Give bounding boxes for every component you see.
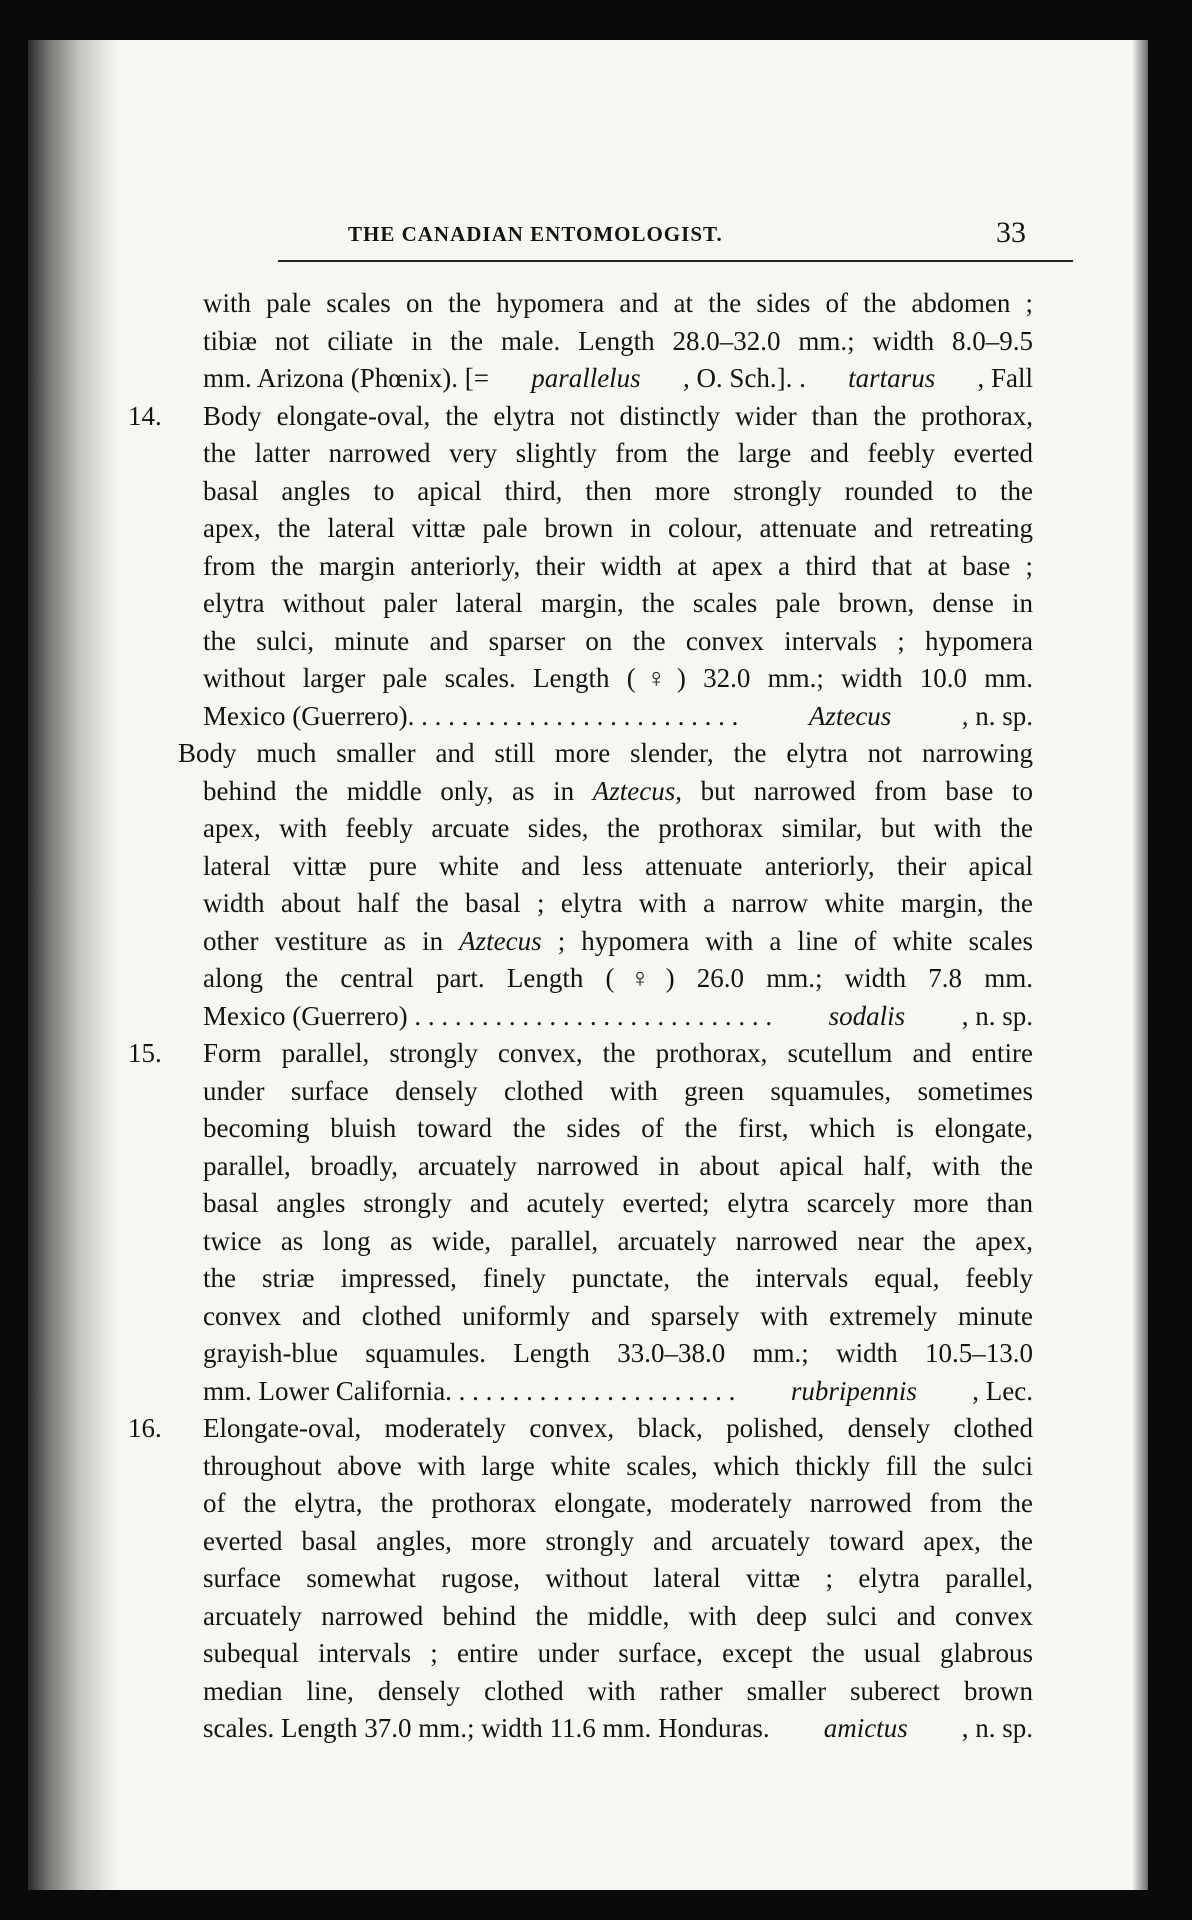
line-text: Body much smaller and still more slender, the elytra not narrowing (178, 738, 1033, 768)
text-line (128, 435, 1033, 473)
couplet-number: 15. (128, 1038, 162, 1068)
line-text: behind the middle only, as in Aztecus, but narrowed from base to (203, 775, 1033, 806)
running-title: THE CANADIAN ENTOMOLOGIST. (348, 222, 723, 246)
line-text: basal angles strongly and acutely everted; elytra scarcely more than (203, 1188, 1033, 1218)
text-line (128, 323, 1033, 361)
text-line (128, 1223, 1033, 1261)
text-line (128, 1110, 1033, 1148)
text-line (128, 1373, 1033, 1411)
line-text: the latter narrowed very slightly from the large and feebly everted (203, 438, 1033, 468)
line-text: twice as long as wide, parallel, arcuately narrowed near the apex, (203, 1225, 1033, 1256)
text-line (128, 960, 1033, 998)
line-text: lateral vittæ pure white and less attenuate anteriorly, their apical (203, 850, 1033, 881)
line-text: Elongate-oval, moderately convex, black, polished, densely clothed (203, 1413, 1033, 1443)
text-line (128, 1560, 1033, 1598)
text-line (128, 1298, 1033, 1336)
line-text: scales. Length 37.0 mm.; width 11.6 mm. Honduras. amictus , n. sp. (203, 1713, 1033, 1743)
line-text: Body elongate-oval, the elytra not distinctly wider than the prothorax, (203, 400, 1033, 431)
text-line (128, 810, 1033, 848)
line-text: with pale scales on the hypomera and at the sides of the abdomen ; (203, 288, 1033, 318)
line-text: width about half the basal ; elytra with a narrow white margin, the (203, 888, 1033, 918)
text-line (128, 1148, 1033, 1186)
line-text: along the central part. Length (♀) 26.0 mm.; width 7.8 mm. (203, 963, 1033, 993)
line-text: basal angles to apical third, then more strongly rounded to the (203, 475, 1033, 506)
text-line (128, 1635, 1033, 1673)
page-number: 33 (996, 216, 1026, 249)
body-text (128, 285, 1033, 1748)
text-line (128, 510, 1033, 548)
header-rule (278, 260, 1073, 262)
text-line (128, 1710, 1033, 1748)
text-line (128, 473, 1033, 511)
text-line (128, 548, 1033, 586)
line-text: throughout above with large white scales, which thickly fill the sulci (203, 1450, 1033, 1481)
line-text: of the elytra, the prothorax elongate, moderately narrowed from the (203, 1488, 1033, 1518)
line-text: convex and clothed uniformly and sparsely with extremely minute (203, 1300, 1033, 1331)
line-text: Mexico (Guerrero). . . . . . . . . . . . . . . . . . . . . . . . . Aztecus , n. sp. (203, 700, 1033, 731)
text-line (128, 660, 1033, 698)
line-text: from the margin anteriorly, their width at apex a third that at base ; (203, 550, 1033, 581)
text-line (128, 998, 1033, 1036)
text-line (128, 1673, 1033, 1711)
text-line (128, 848, 1033, 886)
line-text: arcuately narrowed behind the middle, with deep sulci and convex (203, 1600, 1033, 1631)
text-line (128, 1035, 1033, 1073)
line-text: Mexico (Guerrero) . . . . . . . . . . . . . . . . . . . . . . . . . . . sodalis , n. sp. (203, 1000, 1033, 1031)
line-text: other vestiture as in Aztecus ; hypomera with a line of white scales (203, 925, 1033, 956)
text-line (128, 1260, 1033, 1298)
line-text: mm. Lower California. . . . . . . . . . . . . . . . . . . . . . rubripennis , Lec. (203, 1375, 1033, 1406)
line-text: apex, with feebly arcuate sides, the prothorax similar, but with the (203, 813, 1033, 843)
text-line (128, 623, 1033, 661)
text-line (128, 360, 1033, 398)
line-text: mm. Arizona (Phœnix). [= parallelus , O. Sch.]. . tartarus , Fall (203, 363, 1033, 393)
text-line (128, 1185, 1033, 1223)
text-line (128, 1598, 1033, 1636)
line-text: surface somewhat rugose, without lateral vittæ ; elytra parallel, (203, 1563, 1033, 1593)
line-text: the sulci, minute and sparser on the convex intervals ; hypomera (203, 625, 1033, 656)
line-text: elytra without paler lateral margin, the scales pale brown, dense in (203, 588, 1033, 618)
page-edge (1132, 40, 1148, 1890)
line-text: subequal intervals ; entire under surface, except the usual glabrous (203, 1638, 1033, 1668)
page-gutter-shadow (28, 40, 118, 1890)
text-line (128, 735, 1033, 773)
line-text: apex, the lateral vittæ pale brown in colour, attenuate and retreating (203, 513, 1033, 543)
line-text: without larger pale scales. Length (♀) 32.0 mm.; width 10.0 mm. (203, 663, 1033, 693)
text-line (128, 585, 1033, 623)
page-header (348, 210, 1068, 260)
line-text: the striæ impressed, finely punctate, the intervals equal, feebly (203, 1263, 1033, 1293)
text-line (128, 1335, 1033, 1373)
text-line (128, 1073, 1033, 1111)
couplet-number: 14. (128, 400, 162, 431)
line-text: tibiæ not ciliate in the male. Length 28.0–32.0 mm.; width 8.0–9.5 (203, 325, 1033, 356)
text-line (128, 1448, 1033, 1486)
line-text: median line, densely clothed with rather smaller suberect brown (203, 1675, 1033, 1706)
line-text: Form parallel, strongly convex, the prothorax, scutellum and entire (203, 1038, 1033, 1068)
couplet-number: 16. (128, 1413, 162, 1443)
book-page (28, 40, 1148, 1890)
text-line (128, 285, 1033, 323)
text-line (128, 1485, 1033, 1523)
text-line (128, 1523, 1033, 1561)
line-text: becoming bluish toward the sides of the first, which is elongate, (203, 1113, 1033, 1143)
line-text: parallel, broadly, arcuately narrowed in about apical half, with the (203, 1150, 1033, 1181)
text-line (128, 773, 1033, 811)
text-line (128, 923, 1033, 961)
text-line (128, 398, 1033, 436)
text-line (128, 885, 1033, 923)
text-line (128, 1410, 1033, 1448)
line-text: grayish-blue squamules. Length 33.0–38.0 mm.; width 10.5–13.0 (203, 1338, 1033, 1368)
line-text: under surface densely clothed with green squamules, sometimes (203, 1075, 1033, 1106)
line-text: everted basal angles, more strongly and arcuately toward apex, the (203, 1525, 1033, 1556)
text-line (128, 698, 1033, 736)
